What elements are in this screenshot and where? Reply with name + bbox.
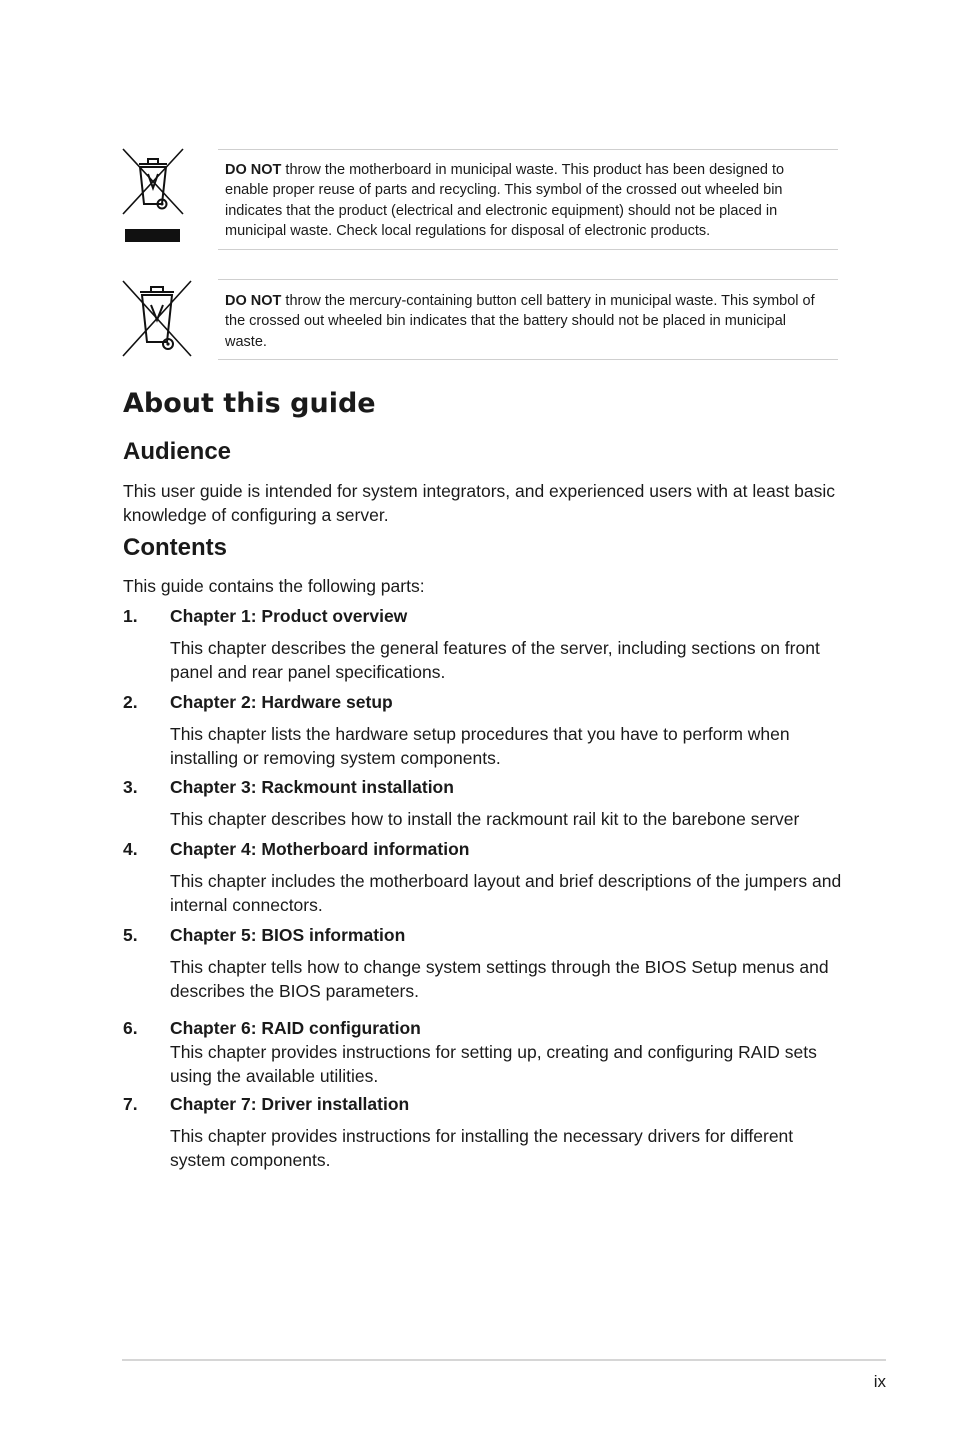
contents-intro: This guide contains the following parts: (123, 576, 425, 596)
notice-text: throw the motherboard in municipal waste. This product has been designed to enable proper reuse of parts and recycling. This symbol of the crossed out wheeled bin indicates that the product (electrical and electronic equipment) should not be placed in municipal waste. Check local regulations for disposal of electronic products. (225, 162, 785, 239)
page-number: ix (873, 1372, 886, 1391)
notice-text: throw the mercury-containing button cell battery in municipal waste. This symbol of the crossed out wheeled bin indicates that the battery should not be placed in municipal waste. (225, 293, 815, 350)
chapter-title: 5. Chapter 5: BIOS information (123, 925, 406, 945)
audience-heading: Audience (123, 438, 232, 465)
chapter-title: 4. Chapter 4: Motherboard information (123, 839, 470, 859)
chapter-description: This chapter describes how to install the rackmount rail kit to the barebone server (170, 809, 800, 829)
audience-text: This user guide is intended for system integrators, and experienced users with at least basic knowledge of configuring a server. (123, 481, 836, 525)
notice-strong: DO NOT (225, 162, 282, 178)
chapter-title: 3. Chapter 3: Rackmount installation (123, 777, 454, 797)
footer-rule (122, 1359, 886, 1361)
chapter-description: This chapter includes the motherboard layout and brief descriptions of the jumpers and internal connectors. (170, 871, 842, 915)
chapter-title: 2. Chapter 2: Hardware setup (123, 692, 393, 712)
battery-disposal-notice (218, 279, 838, 360)
chapter-title: 6. Chapter 6: RAID configuration (123, 1018, 421, 1038)
chapter-description: This chapter provides instructions for installing the necessary drivers for different system components. (170, 1126, 794, 1170)
chapter-description: This chapter describes the general features of the server, including sections on front panel and rear panel specifications. (170, 638, 820, 682)
contents-heading: Contents (123, 534, 227, 561)
chapter-title: 7. Chapter 7: Driver installation (123, 1094, 410, 1114)
crossed-out-wheeled-bin-icon (122, 148, 184, 244)
notice-strong: DO NOT (225, 293, 282, 309)
motherboard-disposal-notice (218, 149, 838, 250)
chapter-description: This chapter tells how to change system settings through the BIOS Setup menus and describes the BIOS parameters. (170, 957, 829, 1001)
chapter-description: This chapter provides instructions for setting up, creating and configuring RAID sets using the available utilities. (170, 1042, 817, 1086)
crossed-out-battery-bin-icon (122, 280, 192, 358)
page-title: About this guide (123, 388, 376, 419)
chapter-title: 1. Chapter 1: Product overview (123, 606, 408, 626)
chapter-description: This chapter lists the hardware setup procedures that you have to perform when installing or removing system components. (170, 724, 790, 768)
